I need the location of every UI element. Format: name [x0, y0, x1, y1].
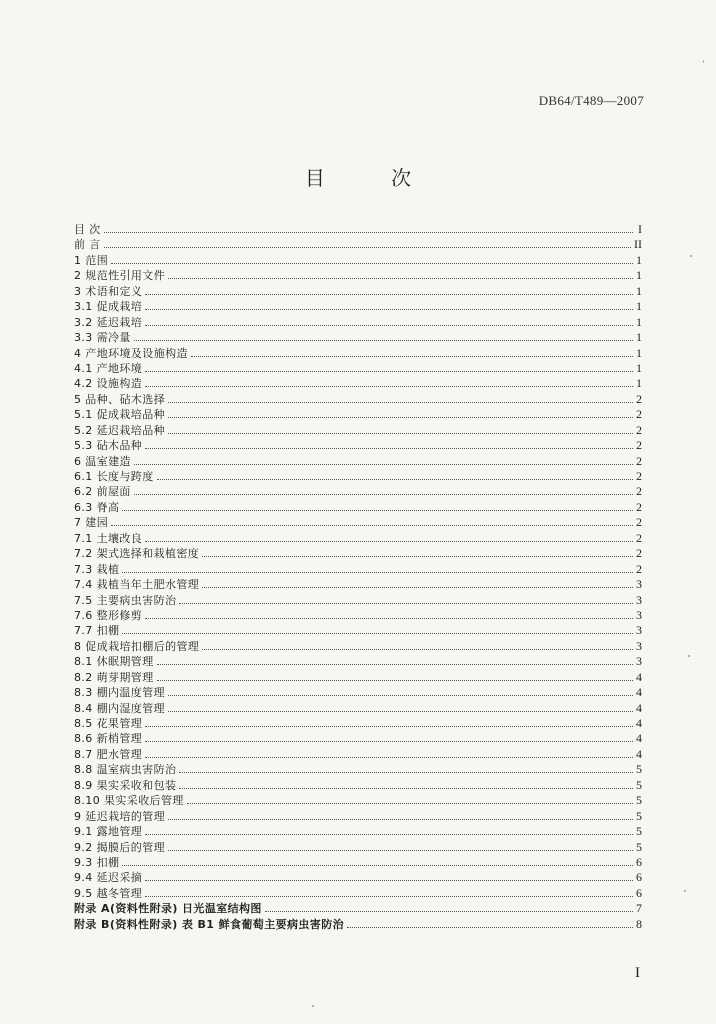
toc-list [74, 222, 642, 932]
toc-entry[interactable] [74, 670, 642, 685]
toc-entry-label: 5.3 砧木品种 [74, 439, 143, 453]
toc-entry-label: 7.7 扣棚 [74, 624, 120, 638]
toc-entry-label: 9.1 露地管理 [74, 825, 143, 839]
toc-entry[interactable] [74, 917, 642, 932]
toc-entry-page: 1 [636, 330, 642, 345]
toc-entry-label: 7.6 整形修剪 [74, 608, 143, 622]
toc-entry-label: 3.3 需冷量 [74, 331, 131, 345]
toc-dot-leader [179, 594, 633, 604]
toc-entry[interactable] [74, 747, 642, 762]
toc-entry-page: 4 [636, 685, 642, 700]
toc-entry-label: 7.1 土壤改良 [74, 531, 143, 545]
toc-entry[interactable] [74, 840, 642, 855]
toc-entry-label: 7.4 栽植当年土肥水管理 [74, 578, 200, 592]
toc-entry-page: 8 [636, 916, 642, 931]
toc-entry-label: 6.1 长度与跨度 [74, 470, 154, 483]
toc-dot-leader [134, 485, 633, 495]
toc-entry-page: 1 [636, 314, 642, 329]
toc-dot-leader [168, 702, 633, 712]
toc-entry-label: 8.3 棚内温度管理 [74, 686, 165, 700]
toc-dot-leader [134, 331, 633, 341]
toc-entry-label: 前 言 [74, 238, 101, 252]
toc-dot-leader [145, 732, 633, 742]
toc-entry-page: 5 [636, 777, 642, 792]
toc-dot-leader [168, 269, 633, 279]
toc-entry-page: 6 [636, 885, 642, 900]
toc-entry[interactable] [74, 809, 642, 824]
toc-entry-label: 8.9 果实采收和包装 [74, 778, 177, 792]
toc-entry-page: 5 [636, 762, 642, 777]
toc-entry-label: 附录 B(资料性附录) 表 B1 鲜食葡萄主要病虫害防治 [74, 917, 344, 931]
toc-dot-leader [157, 470, 633, 480]
toc-entry[interactable] [74, 454, 642, 469]
toc-dot-leader [168, 408, 633, 418]
toc-entry-page: 2 [636, 515, 642, 530]
toc-entry[interactable] [74, 886, 642, 901]
toc-entry-label: 5.1 促成栽培品种 [74, 408, 165, 422]
toc-entry-label: 6 温室建造 [74, 454, 131, 468]
toc-dot-leader [145, 439, 633, 449]
toc-entry-label: 4 产地环境及设施构造 [74, 346, 188, 360]
toc-entry-label: 6.2 前屋面 [74, 485, 131, 499]
toc-entry-page: 3 [636, 623, 642, 638]
toc-entry-page: 4 [636, 669, 642, 684]
toc-entry[interactable] [74, 901, 642, 916]
toc-dot-leader [104, 238, 631, 248]
toc-entry[interactable] [74, 237, 642, 252]
toc-entry-label: 4.1 产地环境 [74, 361, 143, 375]
toc-entry[interactable] [74, 685, 642, 700]
toc-entry-page: 3 [636, 607, 642, 622]
toc-entry[interactable] [74, 346, 642, 361]
toc-entry[interactable] [74, 654, 642, 669]
toc-entry-page: 1 [636, 360, 642, 375]
toc-entry-label: 4.2 设施构造 [74, 377, 143, 391]
toc-dot-leader [168, 424, 633, 434]
toc-entry-page: I [638, 222, 642, 236]
toc-entry-page: 4 [636, 716, 642, 730]
toc-entry-page: 1 [636, 283, 642, 298]
toc-dot-leader [157, 655, 633, 665]
toc-entry-label: 7.3 栽植 [74, 562, 120, 576]
toc-entry-label: 9.5 越冬管理 [74, 886, 143, 900]
toc-entry[interactable] [74, 855, 642, 870]
toc-entry[interactable] [74, 546, 642, 561]
toc-dot-leader [347, 918, 633, 928]
toc-entry-label: 3 术语和定义 [74, 284, 143, 298]
toc-entry[interactable] [74, 731, 642, 746]
toc-dot-leader [168, 810, 633, 820]
toc-dot-leader [145, 362, 633, 372]
toc-entry-page: 2 [636, 546, 642, 561]
toc-entry[interactable] [74, 222, 642, 237]
toc-dot-leader [179, 763, 633, 773]
toc-entry[interactable] [74, 376, 642, 391]
toc-entry-page: 7 [636, 901, 642, 916]
toc-entry[interactable] [74, 701, 642, 716]
toc-entry[interactable] [74, 608, 642, 623]
toc-entry-label: 8 促成栽培扣棚后的管理 [74, 639, 200, 653]
document-code: DB64/T489—2007 [538, 93, 644, 108]
toc-dot-leader [168, 686, 633, 696]
toc-entry-label: 8.5 花果管理 [74, 717, 143, 730]
toc-entry-page: 5 [636, 793, 642, 808]
toc-entry-page: 1 [636, 268, 642, 283]
toc-entry[interactable] [74, 593, 642, 608]
toc-entry-page: 2 [636, 484, 642, 499]
toc-dot-leader [122, 624, 633, 634]
toc-entry-page: 3 [636, 638, 642, 653]
toc-entry[interactable] [74, 407, 642, 422]
toc-entry-page: 2 [636, 530, 642, 545]
toc-dot-leader [145, 871, 633, 881]
toc-entry-label: 2 规范性引用文件 [74, 269, 166, 283]
toc-entry-page: 1 [636, 299, 642, 314]
toc-dot-leader [145, 532, 633, 542]
toc-entry-page: 2 [636, 469, 642, 483]
toc-dot-leader [122, 501, 633, 511]
toc-entry-page: 3 [636, 592, 642, 607]
toc-entry[interactable] [74, 793, 642, 808]
toc-entry[interactable] [74, 577, 642, 592]
toc-dot-leader [145, 825, 633, 835]
toc-dot-leader [145, 285, 633, 295]
toc-entry-page: 1 [636, 252, 642, 267]
toc-dot-leader [122, 856, 633, 866]
toc-entry-page: 6 [636, 854, 642, 869]
toc-entry-label: 8.10 果实采收后管理 [74, 794, 184, 808]
toc-entry[interactable] [74, 515, 642, 530]
toc-dot-leader [265, 902, 633, 912]
toc-entry-label: 9 延迟栽培的管理 [74, 809, 166, 823]
toc-entry-page: 2 [636, 391, 642, 406]
toc-dot-leader [111, 254, 633, 264]
toc-entry[interactable] [74, 284, 642, 299]
toc-entry-label: 8.7 肥水管理 [74, 747, 143, 761]
toc-entry[interactable] [74, 469, 642, 484]
scan-speck [690, 255, 692, 257]
toc-dot-leader [104, 223, 633, 233]
toc-dot-leader [202, 547, 633, 557]
toc-dot-leader [179, 779, 633, 789]
toc-dot-leader [145, 377, 633, 387]
toc-entry-label: 7 建园 [74, 516, 109, 530]
toc-entry-page: 4 [636, 700, 642, 715]
toc-dot-leader [168, 393, 633, 403]
toc-entry-page: 4 [636, 731, 642, 746]
scan-speck [703, 60, 704, 63]
toc-dot-leader [168, 841, 633, 851]
scan-speck [312, 1005, 314, 1007]
toc-entry-page: 1 [636, 345, 642, 360]
toc-title: 目 次 [304, 166, 442, 190]
toc-entry-label: 8.1 休眠期管理 [74, 655, 154, 669]
toc-entry-label: 3.1 促成栽培 [74, 300, 143, 314]
toc-entry[interactable] [74, 330, 642, 345]
toc-entry[interactable] [74, 716, 642, 731]
toc-entry[interactable] [74, 531, 642, 546]
toc-entry-label: 9.2 揭膜后的管理 [74, 840, 165, 854]
toc-entry[interactable] [74, 315, 642, 330]
toc-entry-page: 4 [636, 746, 642, 761]
toc-entry-label: 目 次 [74, 223, 101, 236]
toc-entry-page: 5 [636, 824, 642, 839]
toc-entry-label: 9.4 延迟采摘 [74, 871, 143, 885]
toc-entry[interactable] [74, 299, 642, 314]
toc-entry-label: 1 范围 [74, 253, 109, 267]
toc-entry[interactable] [74, 824, 642, 839]
toc-entry-page: 2 [636, 499, 642, 514]
toc-entry-label: 8.8 温室病虫害防治 [74, 763, 177, 777]
toc-entry-label: 9.3 扣棚 [74, 855, 120, 869]
toc-dot-leader [191, 347, 633, 357]
toc-entry[interactable] [74, 623, 642, 638]
toc-entry-page: 2 [636, 438, 642, 453]
toc-entry-label: 附录 A(资料性附录) 日光温室结构图 [74, 902, 262, 916]
toc-entry[interactable] [74, 438, 642, 453]
toc-entry[interactable] [74, 778, 642, 793]
toc-entry[interactable] [74, 253, 642, 268]
toc-entry-label: 8.4 棚内湿度管理 [74, 701, 165, 715]
toc-entry[interactable] [74, 484, 642, 499]
toc-entry[interactable] [74, 268, 642, 283]
toc-dot-leader [157, 671, 633, 681]
toc-entry[interactable] [74, 392, 642, 407]
toc-entry[interactable] [74, 870, 642, 885]
page-number: I [635, 965, 640, 981]
toc-entry-page: 2 [636, 561, 642, 576]
toc-dot-leader [111, 516, 633, 526]
toc-entry-label: 3.2 延迟栽培 [74, 315, 143, 329]
toc-entry-page: 5 [636, 839, 642, 854]
toc-entry-page: 3 [636, 577, 642, 592]
toc-entry-label: 5.2 延迟栽培品种 [74, 423, 165, 437]
toc-entry-page: 3 [636, 654, 642, 669]
toc-entry[interactable] [74, 762, 642, 777]
toc-entry-page: 2 [636, 453, 642, 468]
toc-entry[interactable] [74, 500, 642, 515]
scan-speck [688, 655, 690, 657]
toc-dot-leader [122, 563, 633, 573]
toc-entry-label: 5 品种、砧木选择 [74, 392, 166, 406]
toc-dot-leader [202, 640, 633, 650]
toc-dot-leader [202, 578, 633, 588]
toc-dot-leader [145, 717, 633, 727]
toc-dot-leader [145, 316, 633, 326]
toc-entry[interactable] [74, 639, 642, 654]
toc-entry-page: II [634, 237, 642, 252]
toc-entry-label: 8.6 新梢管理 [74, 732, 143, 746]
scan-speck [684, 890, 686, 892]
toc-dot-leader [145, 887, 633, 897]
toc-entry[interactable] [74, 361, 642, 376]
toc-entry-page: 6 [636, 870, 642, 885]
toc-entry-page: 2 [636, 407, 642, 422]
toc-dot-leader [145, 748, 633, 758]
toc-dot-leader [145, 300, 633, 310]
toc-entry-label: 8.2 萌芽期管理 [74, 670, 154, 684]
toc-entry[interactable] [74, 562, 642, 577]
toc-entry-page: 5 [636, 808, 642, 823]
toc-entry-label: 6.3 脊高 [74, 500, 120, 514]
toc-entry[interactable] [74, 423, 642, 438]
toc-dot-leader [134, 455, 633, 465]
toc-dot-leader [145, 609, 633, 619]
toc-dot-leader [187, 794, 633, 804]
toc-entry-page: 1 [636, 376, 642, 391]
toc-entry-label: 7.5 主要病虫害防治 [74, 593, 177, 607]
toc-entry-label: 7.2 架式选择和栽植密度 [74, 547, 200, 561]
toc-entry-page: 2 [636, 422, 642, 437]
